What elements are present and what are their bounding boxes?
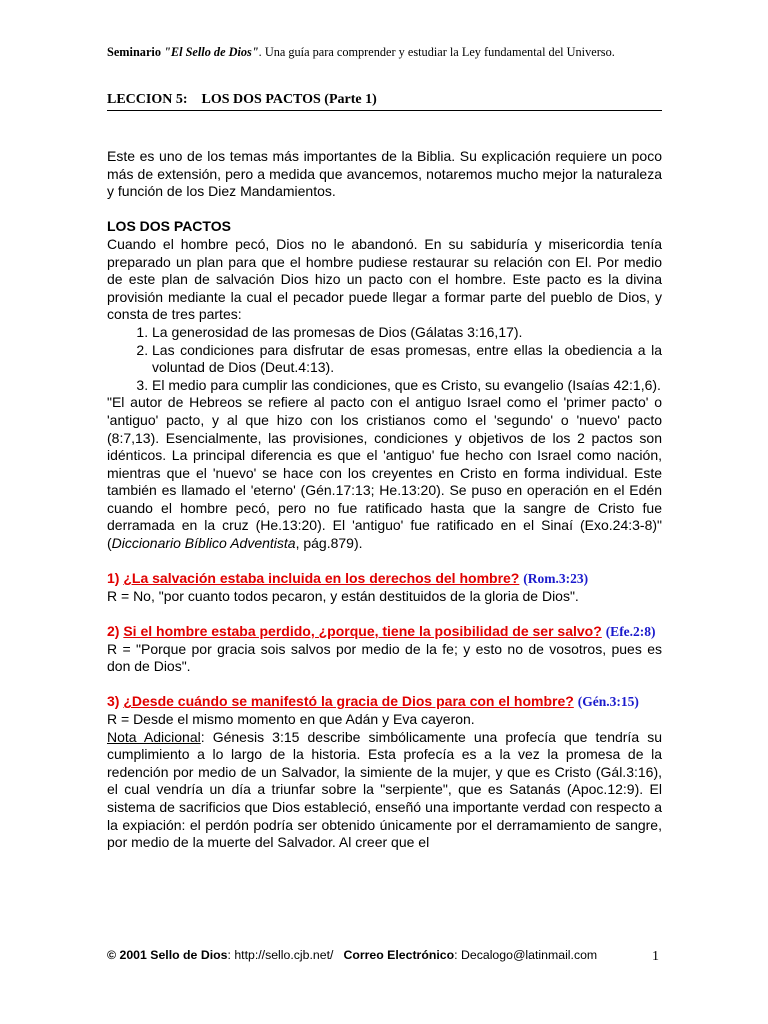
section-heading: LOS DOS PACTOS bbox=[107, 218, 231, 235]
footer-email-link[interactable]: Decalogo@latinmail.com bbox=[460, 948, 598, 962]
question-1 bbox=[107, 570, 662, 588]
header-tagline: . Una guía para comprender y estudiar la Ley fundamental del Universo. bbox=[258, 45, 615, 59]
note-label: Nota Adicional bbox=[107, 728, 201, 745]
lesson-title bbox=[107, 92, 662, 111]
pact-parts-list bbox=[107, 324, 662, 394]
question-text: ¿Desde cuándo se manifestó la gracia de Dios para con el hombre? bbox=[123, 693, 574, 710]
section-paragraph: Cuando el hombre pecó, Dios no le abandonó. En su sabiduría y misericordia tenía preparado un plan para que el hombre pudiese restaurar su relación con El. Por medio de este plan de salvación Dios hizo un pacto con el hombre. Este pacto es la divina provisión mediante la cual el pecador puede llegar a formar parte del pueblo de Dios, y consta de tres partes: bbox=[107, 235, 662, 323]
header-seminar-label: Seminario bbox=[107, 45, 165, 59]
header-seminar-title: "El Sello de Dios" bbox=[164, 45, 259, 59]
footer-site-link[interactable]: http://sello.cjb.net/ bbox=[234, 948, 334, 962]
page-header bbox=[107, 45, 667, 60]
quote-source: Diccionario Bíblico Adventista bbox=[111, 535, 296, 552]
answer-3: R = Desde el mismo momento en que Adán y Eva cayeron. bbox=[107, 711, 475, 727]
lesson-number: LECCION 5: bbox=[107, 92, 188, 107]
list-item: 3. El medio para cumplir las condiciones, que es Cristo, su evangelio (Isaías 42:1,6). bbox=[152, 377, 662, 395]
quote-end: , pág.879). bbox=[295, 535, 363, 552]
page-number: 1 bbox=[652, 949, 659, 964]
question-number: 3) bbox=[107, 693, 120, 710]
question-reference: (Gén.3:15) bbox=[577, 694, 639, 710]
quote-text: "El autor de Hebreos se refiere al pacto con el antiguo Israel como el 'primer pacto' o 'antiguo' pacto, y al que hizo con los cristianos como el 'segundo' o 'nuevo' pacto (8:7,13). Esencialmente, las provisiones, condiciones y objetivos de los 2 pactos son idénticos. La principal diferencia es que el 'antiguo' fue hecho con Israel como nación, mientras que el 'nuevo' se hace con los creyentes en Cristo en forma individual. Este también es llamado el 'eterno' (Gén.17:13; He.13:20). Se puso en operación en el Edén cuando el hombre pecó, pero no fue ratificado hasta que la sangre de Cristo fue derramada en la cruz (He.13:20). El 'antiguo' fue ratificado en el Sinaí (Exo.24:3-8)" ( bbox=[107, 394, 662, 552]
footer-email-label: Correo Electrónico bbox=[343, 948, 455, 962]
quote-paragraph bbox=[107, 394, 662, 552]
document-body bbox=[107, 148, 662, 852]
list-item: 1. La generosidad de las promesas de Dios (Gálatas 3:16,17). bbox=[152, 324, 662, 342]
note-text: : Génesis 3:15 describe simbólicamente una profecía que tendría su cumplimiento a lo largo de la historia. Esta profecía es a la vez la promesa de la redención por medio de un Salvador, la simiente de la mujer, y que es Cristo (Gál.3:16), el cual vendría un día a triunfar sobre la "serpiente", que es Satanás (Apoc.12:9). El sistema de sacrificios que Dios estableció, enseñó una importante verdad con respecto a la expiación: el perdón podría ser obtenido únicamente por el derramamiento de sangre, por medio de la muerte del Salvador. Al creer que el bbox=[107, 728, 662, 851]
question-reference: (Efe.2:8) bbox=[605, 624, 656, 640]
question-number: 2) bbox=[107, 623, 120, 640]
intro-paragraph: Este es uno de los temas más importantes de la Biblia. Su explicación requiere un poco más de extensión, pero a medida que avancemos, notaremos mucho mejor la naturaleza y función de los Diez Mandamientos. bbox=[107, 148, 662, 200]
question-text: ¿La salvación estaba incluida en los derechos del hombre? bbox=[123, 570, 520, 587]
question-text: Si el hombre estaba perdido, ¿porque, tiene la posibilidad de ser salvo? bbox=[123, 623, 602, 640]
answer-1: R = No, "por cuanto todos pecaron, y están destituidos de la gloria de Dios". bbox=[107, 587, 579, 604]
question-3 bbox=[107, 693, 662, 711]
answer-2: R = "Porque por gracia sois salvos por medio de la fe; y esto no de vosotros, pues es don de Dios". bbox=[107, 640, 662, 675]
additional-note bbox=[107, 729, 662, 852]
list-item: 2. Las condiciones para disfrutar de esas promesas, entre ellas la obediencia a la voluntad de Dios (Deut.4:13). bbox=[152, 342, 662, 377]
question-2 bbox=[107, 623, 662, 641]
question-reference: (Rom.3:23) bbox=[523, 571, 589, 587]
page-footer: © 2001 Sello de Dios: http://sello.cjb.net/ Correo Electrónico: Decalogo@latinmail.com bbox=[107, 948, 598, 962]
lesson-name: LOS DOS PACTOS (Parte 1) bbox=[201, 92, 377, 107]
footer-copyright: © 2001 Sello de Dios bbox=[107, 948, 228, 962]
question-number: 1) bbox=[107, 570, 120, 587]
